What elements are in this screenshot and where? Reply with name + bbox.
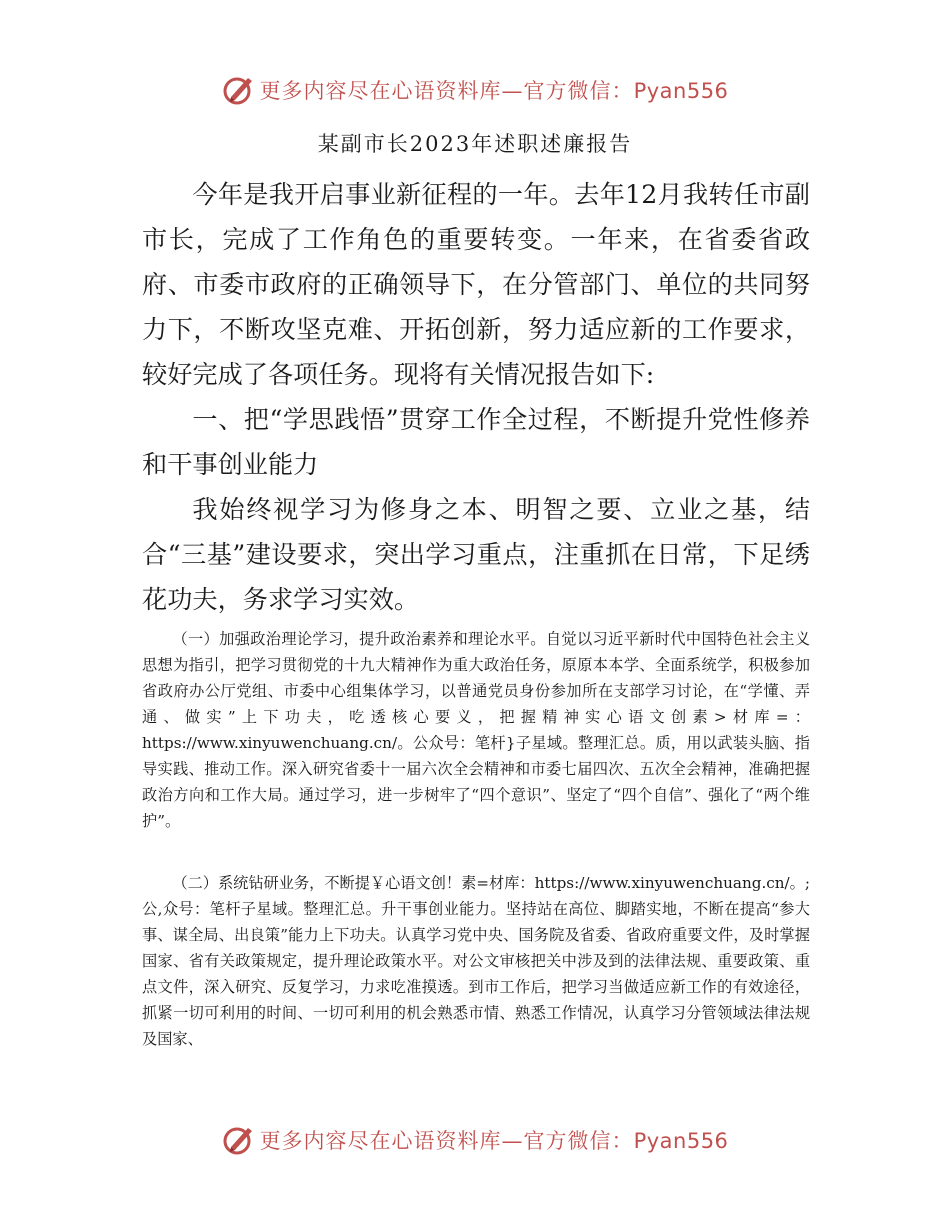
section1-heading: 一、把“学思践悟”贯穿工作全过程，不断提升党性修养和干事创业能力 — [142, 405, 810, 479]
intro-paragraph: 今年是我开启事业新征程的一年。去年12月我转任市副市长，完成了工作角色的重要转变。一年来，在省委省政府、市委市政府的正确领导下，在分管部门、单位的共同努力下，不断攻坚克难、开拓创新，努力适应新的工作要求，较好完成了各项任务。现将有关情况报告如下: — [142, 180, 810, 389]
document-title: 某副市长2023年述职述廉报告 — [317, 132, 633, 156]
paragraph-two: （二）系统钻研业务，不断提￥心语文创！素=材库：https://www.xinyuwenchuang.cn/。;公,众号：笔杆子星域。整理汇总。升干事创业能力。坚持站在高位、脚踏实地，不断在提高“参大事、谋全局、出良策”能力上下功夫。认真学习党中央、国务院及省委、省政府重要文件，及时掌握国家、省有关政策规定，提升理论政策水平。对公文审核把关中涉及到的法律法规、重要政策、重点文件，深入研究、反复学习，力求吃准摸透。到市工作后，把学习当做适应新工作的有效途径，抓紧一切可利用的时间、一切可利用的机会熟悉市情、熟悉工作情况，认真学习分管领域法律法规及国家、 — [142, 874, 810, 1048]
watermark-text: 更多内容尽在心语资料库—官方微信：Pyan556 — [259, 1129, 729, 1153]
watermark-text: 更多内容尽在心语资料库—官方微信：Pyan556 — [259, 79, 729, 103]
writing-logo-icon — [222, 1123, 256, 1157]
paragraph-one: （一）加强政治理论学习，提升政治素养和理论水平。自觉以习近平新时代中国特色社会主义思想为指引，把学习贯彻党的十九大精神作为重大政治任务，原原本本学、全面系统学，积极参加省政府办公厅党组、市委中心组集体学习，以普通党员身份参加所在支部学习讨论，在“学懂、弄通、做实”上下功夫，吃透核心要义，把握精神实心语文创素>材库=：https://www.xinyuwenchuang.cn/。公众号：笔杆}子星域。整理汇总。质，用以武装头脑、指导实践、推动工作。深入研究省委十一届六次全会精神和市委七届四次、五次全会精神，准确把握政治方向和工作大局。通过学习，进一步树牢了“四个意识”、坚定了“四个自信”、强化了“两个维护”。 — [142, 630, 810, 830]
watermark-banner-top — [0, 70, 950, 110]
watermark-banner-bottom — [0, 1120, 950, 1160]
section1-intro: 我始终视学习为修身之本、明智之要、立业之基，结合“三基”建设要求，突出学习重点，注重抓在日常，下足绣花功夫，务求学习实效。 — [142, 495, 810, 614]
writing-logo-icon — [222, 73, 256, 107]
